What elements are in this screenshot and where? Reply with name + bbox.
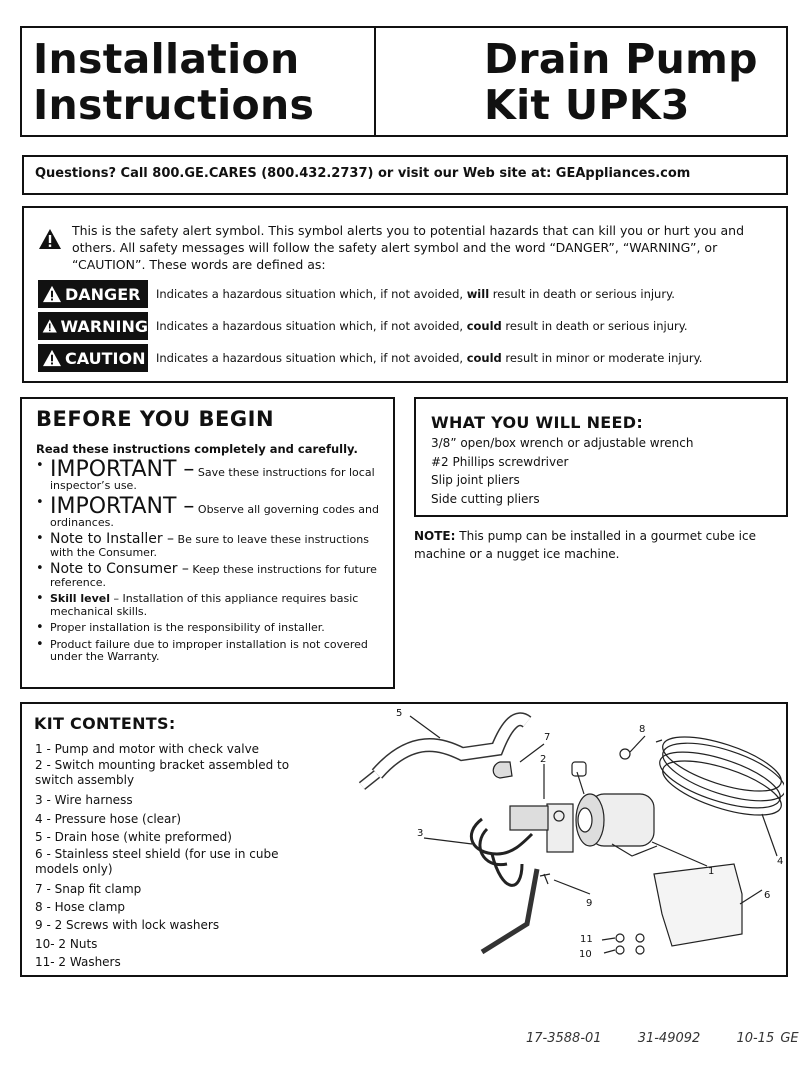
danger-row xyxy=(38,280,675,308)
list-item xyxy=(36,593,388,618)
pressure-hose-illustration xyxy=(654,726,784,826)
list-item xyxy=(36,563,388,589)
note-label: NOTE: xyxy=(414,529,456,543)
title-left xyxy=(22,28,376,135)
callout-5: 5 xyxy=(396,708,403,719)
list-item: 6 - Stainless steel shield (for use in cube models only) xyxy=(35,846,279,876)
list-item: 8 - Hose clamp xyxy=(35,900,125,915)
list-item xyxy=(36,493,388,530)
list-item: 11- 2 Washers xyxy=(35,955,121,970)
kit-parts-diagram xyxy=(322,694,784,974)
list-item: 10- 2 Nuts xyxy=(35,936,98,951)
note-text: This pump can be installed in a gourmet cube ice machine or a nugget ice machine. xyxy=(414,529,756,561)
warning-text xyxy=(156,319,688,333)
tools-list xyxy=(431,434,786,508)
kit-contents-section xyxy=(20,702,788,977)
date-code: 10-15 GE xyxy=(736,1031,799,1046)
pump-motor-illustration xyxy=(572,762,657,856)
list-item: 7 - Snap fit clamp xyxy=(35,881,142,896)
kit-list xyxy=(35,740,325,972)
warning-pre: Indicates a hazardous situation which, if not avoided, xyxy=(156,319,467,333)
list-item xyxy=(36,639,388,664)
callout-2: 2 xyxy=(540,754,547,765)
list-item: Side cutting pliers xyxy=(431,491,540,506)
footer-codes xyxy=(526,1031,799,1046)
section-title: BEFORE YOU BEGIN xyxy=(36,407,275,431)
callout-8: 8 xyxy=(639,724,646,735)
item-head: Skill level xyxy=(50,592,111,605)
part-number: 17-3588-01 xyxy=(526,1031,602,1046)
danger-em: will xyxy=(466,287,490,301)
item-head: Note to Installer – xyxy=(50,531,175,547)
list-item: Slip joint pliers xyxy=(431,473,520,487)
callout-6: 6 xyxy=(764,890,771,901)
item-head: IMPORTANT – xyxy=(50,457,195,482)
callout-4: 4 xyxy=(777,856,784,867)
caution-word: CAUTION xyxy=(65,348,146,368)
list-item xyxy=(36,533,388,559)
callout-7: 7 xyxy=(544,732,551,743)
callout-3: 3 xyxy=(417,828,424,839)
list-item xyxy=(36,457,388,493)
danger-word: DANGER xyxy=(65,284,141,304)
danger-post: result in death or serious injury. xyxy=(489,287,675,301)
warning-row xyxy=(38,312,688,340)
document-number: 31-49092 xyxy=(637,1031,701,1046)
item-text: Be sure to leave these instructions with the Consumer. xyxy=(50,533,369,559)
shield-illustration xyxy=(654,864,742,946)
list-item: 3/8” open/box wrench or adjustable wrench xyxy=(431,436,694,450)
danger-badge xyxy=(38,280,148,308)
list-item: 5 - Drain hose (white preformed) xyxy=(35,830,232,845)
title-product: Drain Pump xyxy=(484,35,758,83)
caution-text xyxy=(156,351,702,365)
warning-triangle-icon xyxy=(42,285,62,303)
warning-triangle-icon xyxy=(42,317,58,335)
before-you-begin-section xyxy=(20,397,395,689)
list-item xyxy=(36,622,388,635)
questions-bar xyxy=(22,155,788,195)
warning-triangle-icon xyxy=(42,349,62,367)
section-title: KIT CONTENTS: xyxy=(34,714,176,733)
caution-badge xyxy=(38,344,148,372)
callout-1: 1 xyxy=(708,866,715,877)
caution-post: result in minor or moderate injury. xyxy=(501,351,703,365)
callout-11: 11 xyxy=(580,934,593,945)
list-item: 2 - Switch mounting bracket assembled to switch assembly xyxy=(35,758,290,788)
callout-9: 9 xyxy=(586,898,593,909)
danger-text xyxy=(156,287,675,301)
nuts-washers-illustration xyxy=(616,934,644,954)
item-text: Proper installation is the responsibility of installer. xyxy=(50,621,325,634)
list-item: 9 - 2 Screws with lock washers xyxy=(35,918,220,933)
list-item: 4 - Pressure hose (clear) xyxy=(35,811,182,826)
snap-clamp-illustration xyxy=(493,762,512,778)
item-text: Observe all governing codes and ordinances. xyxy=(50,502,379,529)
danger-pre: Indicates a hazardous situation which, if not avoided, xyxy=(156,287,467,301)
safety-alert-icon xyxy=(38,228,62,250)
questions-text: Questions? Call 800.GE.CARES (800.432.2737) or visit our Web site at: GEAppliances.com xyxy=(35,166,691,181)
item-head: Note to Consumer – xyxy=(50,561,189,577)
section-title: WHAT YOU WILL NEED: xyxy=(431,413,644,432)
note xyxy=(414,527,788,563)
caution-pre: Indicates a hazardous situation which, if not avoided, xyxy=(156,351,467,365)
item-head: IMPORTANT – xyxy=(50,493,195,519)
hose-clamp-illustration xyxy=(620,749,630,759)
title-block xyxy=(20,26,788,137)
caution-row xyxy=(38,344,702,372)
list-item: 1 - Pump and motor with check valve xyxy=(35,742,260,756)
title-right xyxy=(376,28,786,135)
title-installation: Installation xyxy=(33,35,300,83)
item-text: Keep these instructions for future reference. xyxy=(50,563,377,589)
item-text: Product failure due to improper installation is not covered under the Warranty. xyxy=(50,637,368,663)
safety-intro: This is the safety alert symbol. This symbol alerts you to potential hazards that can kill you or hurt you and others. All safety messages will follow the safety alert symbol and the word “DANGER”, “WARNING”, or “CAUTION”. These words are defined as: xyxy=(72,223,745,272)
warning-post: result in death or serious injury. xyxy=(501,319,688,333)
warning-word: WARNING xyxy=(60,316,148,336)
warning-em: could xyxy=(466,319,502,333)
screw-illustration xyxy=(540,874,550,884)
tools-section xyxy=(414,397,788,517)
safety-section xyxy=(22,206,788,383)
item-text: – Installation of this appliance requires basic mechanical skills. xyxy=(50,592,359,618)
section-lead: Read these instructions completely and carefully. xyxy=(36,442,358,456)
warning-badge xyxy=(38,312,148,340)
list-item: #2 Phillips screwdriver xyxy=(431,454,569,469)
title-model: Kit UPK3 xyxy=(484,81,690,129)
callout-10: 10 xyxy=(579,949,592,960)
title-instructions: Instructions xyxy=(33,81,315,129)
list-item: 3 - Wire harness xyxy=(35,793,133,808)
caution-em: could xyxy=(466,351,502,365)
item-text: Save these instructions for local inspector’s use. xyxy=(50,466,375,492)
harness-tube-illustration xyxy=(482,869,537,952)
